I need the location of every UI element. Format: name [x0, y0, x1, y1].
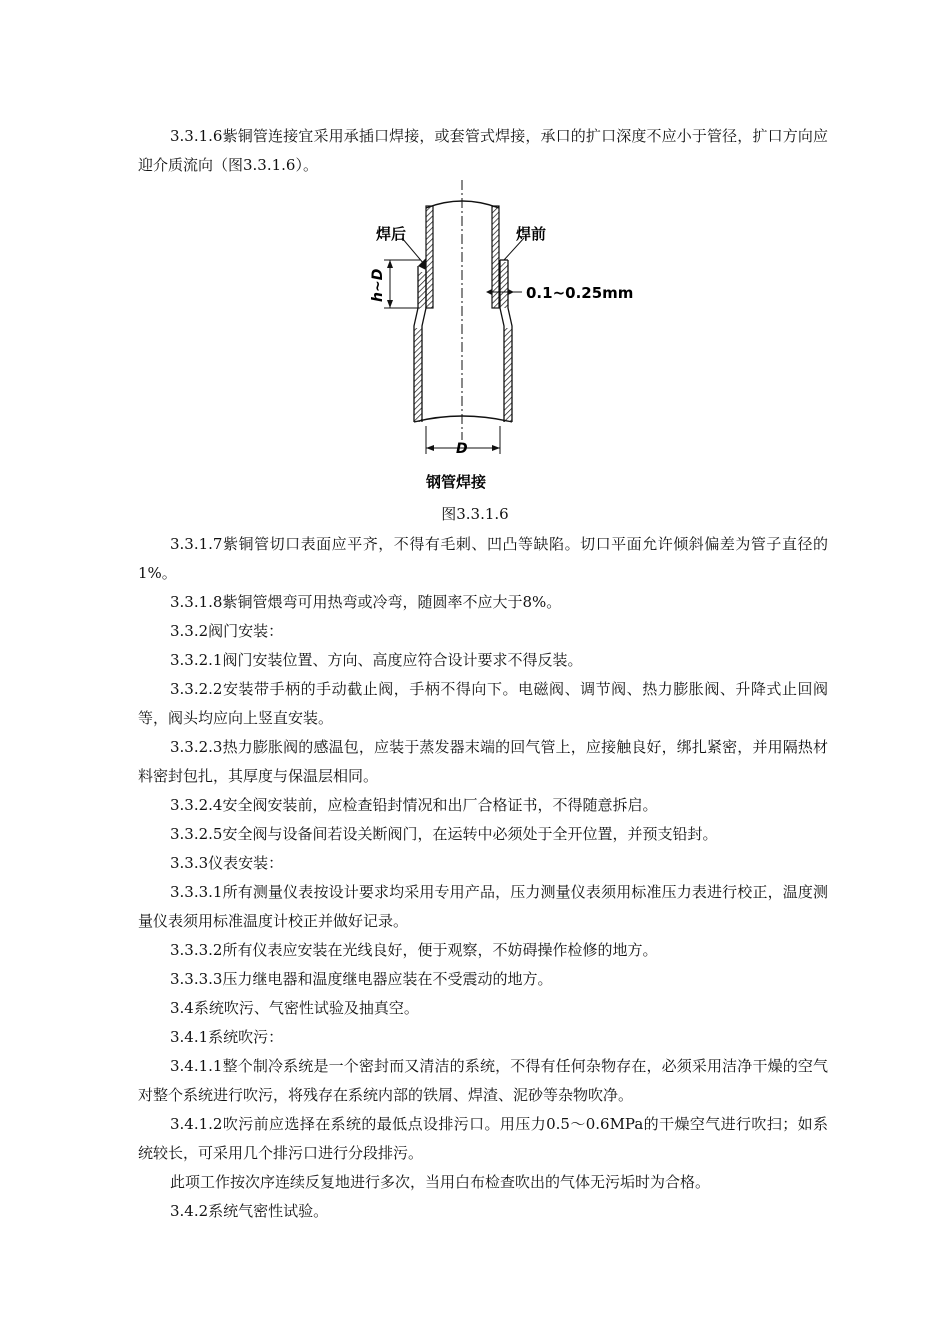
- paragraph-3-3-2: 3.3.2阀门安装：: [170, 622, 284, 640]
- paragraph-3-4-1-1: 3.4.1.1整个制冷系统是一个密封而又清洁的系统，不得有任何杂物存在，必须采用洁净干燥的空气对整个系统进行吹污，将残存在系统内部的铁屑、焊渣、泥砂等杂物吹净。: [138, 1057, 828, 1104]
- upper-pipe-right-wall: [492, 206, 499, 308]
- paragraph-3-4-1-2: 3.4.1.2吹污前应选择在系统的最低点设排污口。用压力0.5～0.6MPa的干燥空气进行吹扫；如系统较长，可采用几个排污口进行分段排污。: [138, 1115, 828, 1162]
- figure-caption: 图3.3.1.6: [441, 505, 509, 523]
- lower-pipe-left-wall: [414, 328, 422, 422]
- label-depth: h~D: [370, 268, 386, 302]
- label-before-weld: 焊前: [516, 225, 547, 243]
- gap-arrow-icon: [508, 289, 514, 295]
- label-after-weld: 焊后: [376, 225, 407, 243]
- diameter-arrow-icon: [492, 445, 500, 451]
- paragraph-3-3-2-3: 3.3.2.3热力膨胀阀的感温包，应装于蒸发器末端的回气管上，应接触良好，绑扎紧密，并用隔热材料密封包扎，其厚度与保温层相同。: [138, 738, 828, 785]
- paragraph-3-3-1-7: 3.3.1.7紫铜管切口表面应平齐，不得有毛刺、凹凸等缺陷。切口平面允许倾斜偏差为管子直径的1%。: [138, 535, 828, 582]
- paragraph-3-4-2: 3.4.2系统气密性试验。: [170, 1202, 329, 1220]
- paragraph-3-4-1: 3.4.1系统吹污：: [170, 1028, 284, 1046]
- lower-pipe-break: [414, 416, 512, 422]
- paragraph-3-3-2-1: 3.3.2.1阀门安装位置、方向、高度应符合设计要求不得反装。: [170, 651, 583, 669]
- gap-arrow-icon: [486, 289, 492, 295]
- paragraph-3-3-2-5: 3.3.2.5安全阀与设备间若设关断阀门，在运转中必须处于全开位置，并预支铅封。: [170, 825, 718, 843]
- paragraph-3-3-3-2: 3.3.3.2所有仪表应安装在光线良好，便于观察，不妨碍操作检修的地方。: [170, 941, 658, 959]
- depth-arrow-icon: [387, 260, 393, 268]
- figure-title: 钢管焊接: [426, 473, 487, 491]
- paragraph-3-3-3-3: 3.3.3.3压力继电器和温度继电器应装在不受震动的地方。: [170, 970, 553, 988]
- diameter-arrow-icon: [426, 445, 434, 451]
- pipe-welding-diagram: [340, 178, 660, 498]
- label-diameter: D: [456, 441, 468, 457]
- paragraph-3-3-2-2: 3.3.2.2安装带手柄的手动截止阀，手柄不得向下。电磁阀、调节阀、热力膨胀阀、升降式止回阀等，阀头均应向上竖直安装。: [138, 680, 828, 727]
- depth-arrow-icon: [387, 300, 393, 308]
- paragraph-3-4: 3.4系统吹污、气密性试验及抽真空。: [170, 999, 419, 1017]
- paragraph-3-3-3-1: 3.3.3.1所有测量仪表按设计要求均采用专用产品，压力测量仪表须用标准压力表进行校正，温度测量仪表须用标准温度计校正并做好记录。: [138, 883, 828, 930]
- paragraph-3-3-1-6: 3.3.1.6紫铜管连接宜采用承插口焊接，或套管式焊接，承口的扩口深度不应小于管径，扩口方向应迎介质流向（图3.3.1.6）。: [138, 127, 828, 174]
- socket-left-wall: [418, 272, 426, 308]
- paragraph-3-3-2-4: 3.3.2.4安全阀安装前，应检查铅封情况和出厂合格证书，不得随意拆启。: [170, 796, 658, 814]
- paragraph-3-3-1-8: 3.3.1.8紫铜管煨弯可用热弯或冷弯，随圆率不应大于8%。: [170, 593, 562, 611]
- label-gap: 0.1~0.25mm: [526, 284, 634, 302]
- socket-right-wall: [500, 262, 508, 308]
- upper-pipe-left-wall: [426, 206, 433, 308]
- lower-pipe-right-wall: [504, 328, 512, 422]
- pipe-welding-figure: [340, 178, 660, 498]
- paragraph-3-3-3: 3.3.3仪表安装：: [170, 854, 284, 872]
- paragraph-blowing-criteria: 此项工作按次序连续反复地进行多次，当用白布检查吹出的气体无污垢时为合格。: [170, 1173, 711, 1191]
